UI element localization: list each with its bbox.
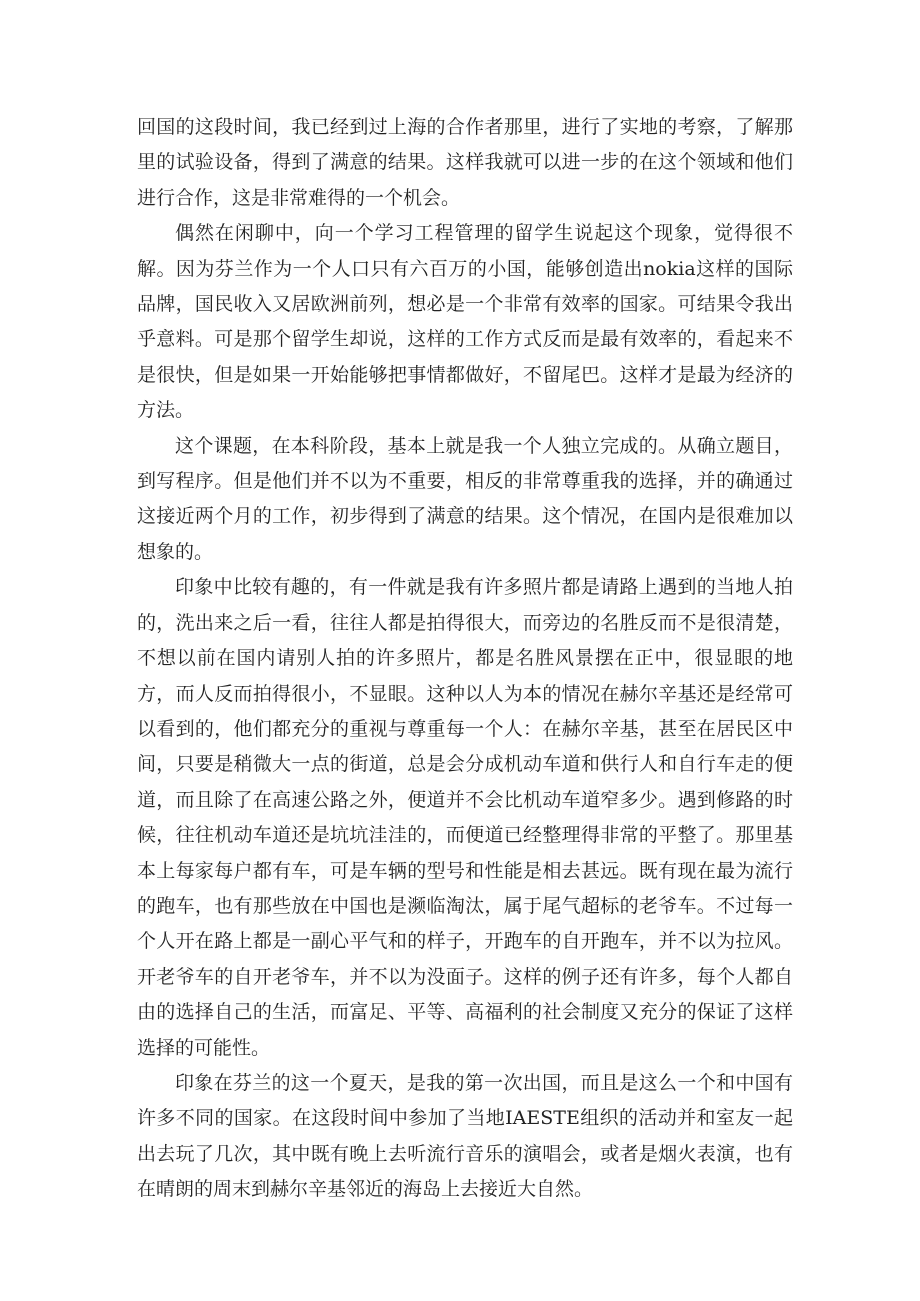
paragraph-1: 回国的这段时间，我已经到过上海的合作者那里，进行了实地的考察，了解那里的试验设备，得到了满意的结果。这样我就可以进一步的在这个领域和他们进行合作，这是非常难得的一个机会。 [137,116,793,209]
document-body [137,110,793,1208]
paragraph-4: 印象中比较有趣的，有一件就是我有许多照片都是请路上遇到的当地人拍的，洗出来之后一看，往往人都是拍得很大，而旁边的名胜反而不是很清楚，不想以前在国内请别人拍的许多照片，都是名胜风景摆在正中，很显眼的地方，而人反而拍得很小，不显眼。这种以人为本的情况在赫尔辛基还是经常可以看到的，他们都充分的重视与尊重每一个人：在赫尔辛基，甚至在居民区中间，只要是稍微大一点的街道，总是会分成机动车道和供行人和自行车走的便道，而且除了在高速公路之外，便道并不会比机动车道窄多少。遇到修路的时候，往往机动车道还是坑坑洼洼的，而便道已经整理得非常的平整了。那里基本上每家每户都有车，可是车辆的型号和性能是相去甚远。既有现在最为流行的跑车，也有那些放在中国也是濒临淘汰，属于尾气超标的老爷车。不过每一个人开在路上都是一副心平气和的样子，开跑车的自开跑车，并不以为拉风。开老爷车的自开老爷车，并不以为没面子。这样的例子还有许多，每个人都自由的选择自己的生活，而富足、平等、高福利的社会制度又充分的保证了这样选择的可能性。 [137,576,793,1059]
paragraph-3: 这个课题，在本科阶段，基本上就是我一个人独立完成的。从确立题目，到写程序。但是他们并不以为不重要，相反的非常尊重我的选择，并的确通过这接近两个月的工作，初步得到了满意的结果。这个情况，在国内是很难加以想象的。 [137,434,793,563]
paragraph-2: 偶然在闲聊中，向一个学习工程管理的留学生说起这个现象，觉得很不解。因为芬兰作为一个人口只有六百万的小国，能够创造出nokia这样的国际品牌，国民收入又居欧洲前列，想必是一个非常有效率的国家。可结果令我出乎意料。可是那个留学生却说，这样的工作方式反而是最有效率的，看起来不是很快，但是如果一开始能够把事情都做好，不留尾巴。这样才是最为经济的方法。 [137,222,793,422]
paragraph-5: 印象在芬兰的这一个夏天，是我的第一次出国，而且是这么一个和中国有许多不同的国家。在这段时间中参加了当地IAESTE组织的活动并和室友一起出去玩了几次，其中既有晚上去听流行音乐的演唱会，或者是烟火表演，也有在晴朗的周末到赫尔辛基邻近的海岛上去接近大自然。 [137,1071,793,1201]
